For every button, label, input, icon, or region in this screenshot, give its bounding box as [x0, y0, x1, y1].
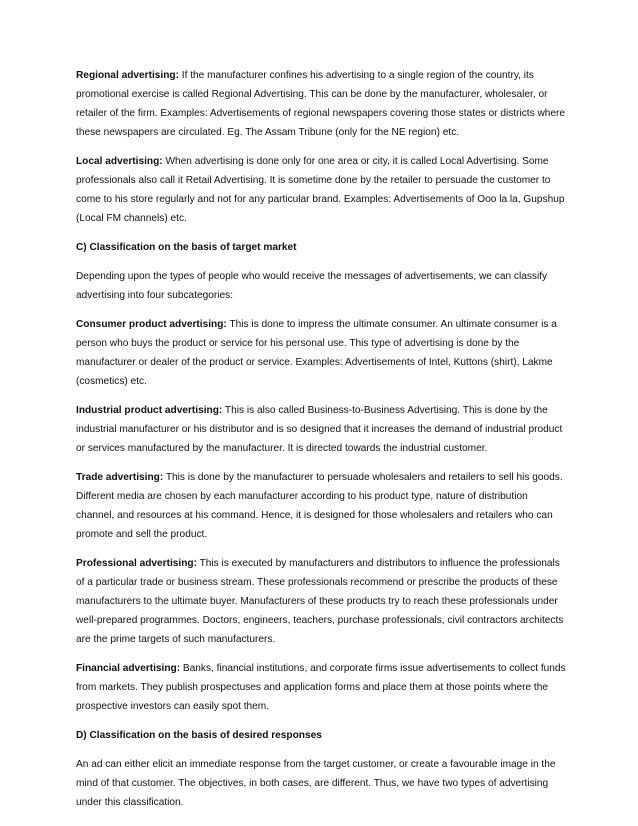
- paragraph-text: If the manufacturer confines his advertising to a single region of the country, its promotional exercise is called Regional Advertising. This can be done by the manufacturer, wholesaler, or retailer of the firm. Examples: Advertisements of regional newspapers covering those states or districts where these newspapers are circulated. Eg. The Assam Tribune (only for the NE region) etc.: [76, 70, 566, 138]
- paragraph-intro-target-market: [76, 267, 568, 305]
- section-heading-target-market: C) Classification on the basis of target market: [76, 242, 297, 253]
- paragraph-text: This is executed by manufacturers and distributors to influence the professionals of a particular trade or business stream. These professionals recommend or prescribe the products of these manufacturers to the ultimate buyer. Manufacturers of these products try to reach these professionals under well-prepared programmes. Doctors, engineers, teachers, purchase professionals, civil contractors architects are the prime targets of such manufacturers.: [76, 558, 564, 645]
- paragraph-text: Banks, financial institutions, and corporate firms issue advertisements to collect funds from markets. They publish prospectuses and application forms and place them at those points where the prospective investors can easily spot them.: [76, 663, 566, 712]
- paragraph-text: This is also called Business-to-Business Advertising. This is done by the industrial manufacturer or his distributor and is so designed that it increases the demand of industrial product or services manufactured by the manufacturer. It is directed towards the industrial customer.: [76, 405, 563, 454]
- document-page: [76, 66, 568, 822]
- paragraph-text: Depending upon the types of people who would receive the messages of advertisements, we can classify advertising into four subcategories:: [76, 271, 548, 301]
- paragraph-regional-advertising: [76, 66, 568, 142]
- term-trade-advertising: Trade advertising:: [76, 472, 164, 483]
- term-professional-advertising: Professional advertising:: [76, 558, 197, 569]
- term-financial-advertising: Financial advertising:: [76, 663, 181, 674]
- paragraph-professional-advertising: [76, 554, 568, 649]
- paragraph-text: This is done by the manufacturer to persuade wholesalers and retailers to sell his goods. Different media are chosen by each manufacturer according to his product type, nature of distribution channel, and resources at his command. Hence, it is designed for those wholesalers and retailers who can promote and sell the product.: [76, 472, 563, 540]
- paragraph-financial-advertising: [76, 659, 568, 716]
- paragraph-intro-desired-responses: [76, 755, 568, 812]
- paragraph-text: When advertising is done only for one area or city, it is called Local Advertising. Some professionals also call it Retail Advertising. It is sometime done by the retailer to persuade the customer to come to his store regularly and not for any particular brand. Examples: Advertisements of Ooo la la, Gupshup (Local FM channels) etc.: [76, 156, 565, 224]
- paragraph-trade-advertising: [76, 468, 568, 544]
- term-local-advertising: Local advertising:: [76, 156, 163, 167]
- term-regional-advertising: Regional advertising:: [76, 70, 179, 81]
- term-industrial-product-advertising: Industrial product advertising:: [76, 405, 223, 416]
- paragraph-local-advertising: [76, 152, 568, 228]
- section-heading-desired-responses: D) Classification on the basis of desired responses: [76, 730, 322, 741]
- term-consumer-product-advertising: Consumer product advertising:: [76, 319, 227, 330]
- paragraph-text: An ad can either elicit an immediate response from the target customer, or create a favourable image in the mind of that customer. The objectives, in both cases, are different. Thus, we have two types of advertising under this classification.: [76, 759, 556, 808]
- paragraph-text: This is done to impress the ultimate consumer. An ultimate consumer is a person who buys the product or service for his personal use. This type of advertising is done by the manufacturer or dealer of the product or service. Examples: Advertisements of Intel, Kuttons (shirt), Lakme (cosmetics) etc.: [76, 319, 557, 387]
- paragraph-industrial-product-advertising: [76, 401, 568, 458]
- paragraph-consumer-product-advertising: [76, 315, 568, 391]
